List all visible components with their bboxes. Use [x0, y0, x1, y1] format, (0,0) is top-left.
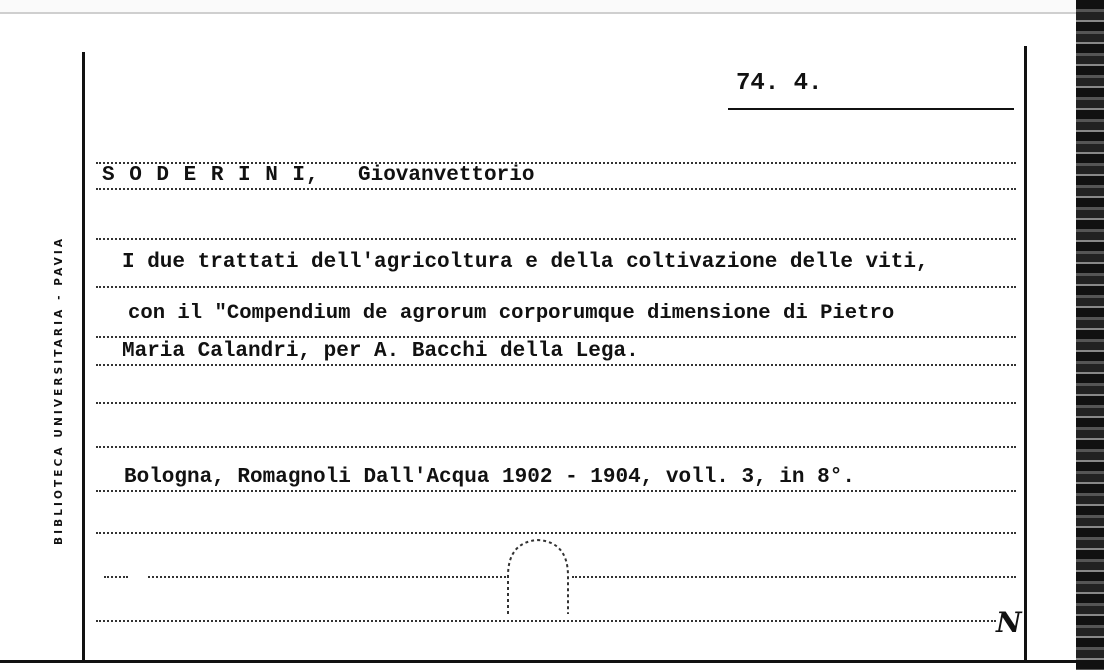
author-given-name: Giovanvettorio — [358, 164, 535, 187]
call-number: 74. 4. — [736, 70, 823, 97]
punch-hole — [505, 536, 571, 616]
rule-line — [572, 576, 1016, 578]
rule-line — [96, 238, 1016, 240]
imprint-line: Bologna, Romagnoli Dall'Acqua 1902 - 1904, voll. 3, in 8°. — [124, 466, 855, 489]
rule-line — [96, 446, 1016, 448]
call-number-underline — [728, 108, 1014, 110]
title-line: I due trattati dell'agricoltura e della coltivazione delle viti, — [122, 251, 929, 274]
rule-line — [96, 336, 1016, 338]
rule-line — [96, 286, 1016, 288]
library-stamp: BIBLIOTECA UNIVERSITARIA - PAVIA — [53, 235, 65, 545]
bottom-border-line — [0, 660, 1076, 663]
card-top-edge — [0, 0, 1076, 14]
rule-line — [96, 532, 1016, 534]
right-margin-line — [1024, 46, 1027, 660]
card-right-edge — [1076, 0, 1104, 670]
title-line: con il "Compendium de agrorum corporumque dimensione di Pietro — [128, 302, 895, 325]
left-margin-line — [82, 52, 85, 660]
rule-line — [148, 576, 506, 578]
author-surname: S O D E R I N I, — [102, 164, 320, 187]
rule-line — [96, 620, 996, 622]
rule-line — [96, 490, 1016, 492]
title-line: Maria Calandri, per A. Bacchi della Lega. — [122, 340, 639, 363]
cataloguer-initials: N — [996, 606, 1022, 639]
rule-line — [104, 576, 128, 578]
rule-line — [96, 188, 1016, 190]
rule-line — [96, 402, 1016, 404]
rule-line — [96, 364, 1016, 366]
